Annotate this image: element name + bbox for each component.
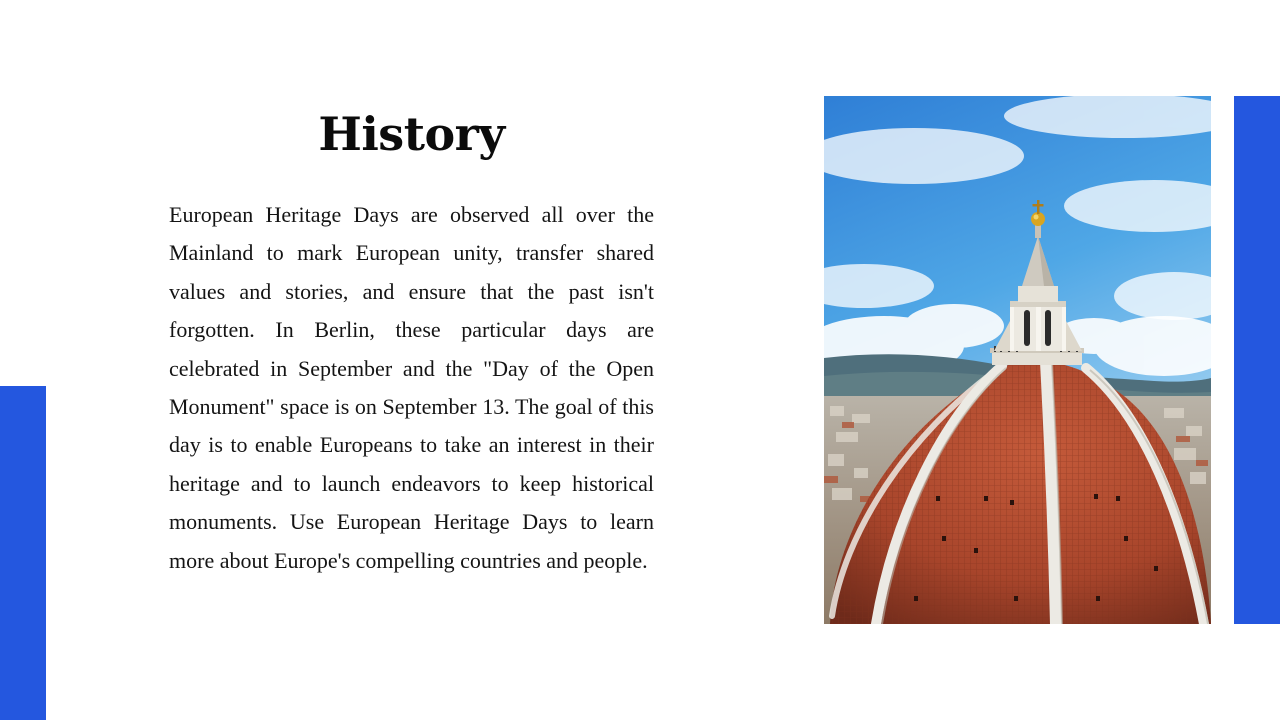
cathedral-dome-photo — [824, 96, 1211, 624]
body-paragraph: European Heritage Days are observed all over the Mainland to mark European unity, transfer shared values and stories, and ensure that the past isn't forgotten. In Berlin, these particular days are celebrated in September and the "Day of the Open Monument" space is on September 13. The goal of this day is to enable Europeans to take an interest in their heritage and to launch endeavors to keep historical monuments. Use European Heritage Days to learn more about Europe's compelling countries and people. — [169, 202, 654, 573]
accent-bar-right — [1234, 96, 1280, 624]
slide-title: History — [318, 107, 505, 161]
accent-bar-left — [0, 386, 46, 720]
